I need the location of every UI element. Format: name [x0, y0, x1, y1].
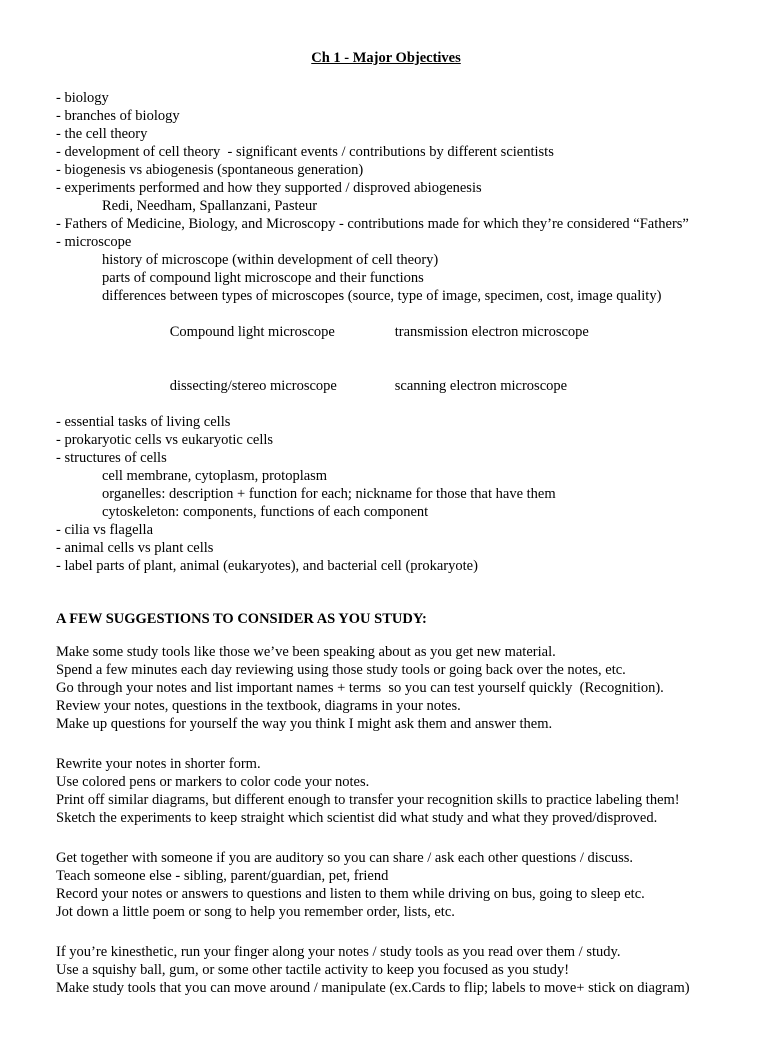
microscope-type-left: Compound light microscope [169, 324, 335, 340]
suggestion-line: Use a squishy ball, gum, or some other tactile activity to keep you focused as you study! [56, 962, 570, 978]
objective-line: - experiments performed and how they supported / disproved abiogenesis [56, 180, 482, 196]
paragraph [56, 643, 716, 733]
suggestion-line: Make up questions for yourself the way you think I might ask them and answer them. [56, 716, 553, 732]
suggestion-line: If you’re kinesthetic, run your finger along your notes / study tools as you read over them / study. [56, 944, 621, 960]
objective-line: - prokaryotic cells vs eukaryotic cells [56, 432, 274, 448]
objective-line: - biology [56, 90, 109, 106]
suggestion-line: Make some study tools like those we’ve been speaking about as you get new material. [56, 644, 556, 660]
suggestion-line: Sketch the experiments to keep straight which scientist did what study and what they proved/disproved. [56, 810, 658, 826]
objective-line: - label parts of plant, animal (eukaryotes), and bacterial cell (prokaryote) [56, 558, 478, 574]
suggestion-line: Spend a few minutes each day reviewing using those study tools or going back over the notes, etc. [56, 662, 626, 678]
objective-line [56, 359, 716, 413]
microscope-type-left: dissecting/stereo microscope [169, 378, 337, 394]
objective-line: Redi, Needham, Spallanzani, Pasteur [102, 198, 318, 214]
objective-line: history of microscope (within development of cell theory) [102, 252, 439, 268]
objective-line: differences between types of microscopes (source, type of image, specimen, cost, image quality) [102, 288, 662, 304]
objective-line: - Fathers of Medicine, Biology, and Microscopy - contributions made for which they’re considered “Fathers” [56, 216, 689, 232]
objective-line: - the cell theory [56, 126, 148, 142]
suggestion-line: Get together with someone if you are auditory so you can share / ask each other questions / discuss. [56, 850, 634, 866]
objective-line: cell membrane, cytoplasm, protoplasm [102, 468, 328, 484]
paragraph [56, 849, 716, 921]
suggestions-heading: A FEW SUGGESTIONS TO CONSIDER AS YOU STUDY: [56, 611, 427, 627]
objective-line: - branches of biology [56, 108, 180, 124]
objective-line: - biogenesis vs abiogenesis (spontaneous generation) [56, 162, 364, 178]
suggestion-line: Make study tools that you can move around / manipulate (ex.Cards to flip; labels to move+ stick on diagram) [56, 980, 690, 996]
objective-line [56, 305, 716, 359]
objective-line: cytoskeleton: components, functions of each component [102, 504, 429, 520]
objective-line: - animal cells vs plant cells [56, 540, 214, 556]
paragraph [56, 943, 716, 997]
objective-line: - microscope [56, 234, 132, 250]
paragraph [56, 755, 716, 827]
suggestion-line: Go through your notes and list important names + terms so you can test yourself quickly (Recognition). [56, 680, 664, 696]
objective-line: parts of compound light microscope and their functions [102, 270, 424, 286]
microscope-type-right: transmission electron microscope [394, 324, 589, 340]
suggestion-line: Print off similar diagrams, but different enough to transfer your recognition skills to practice labeling them! [56, 792, 680, 808]
suggestion-line: Rewrite your notes in shorter form. [56, 756, 261, 772]
objective-line: - essential tasks of living cells [56, 414, 231, 430]
objective-line: - structures of cells [56, 450, 167, 466]
suggestion-line: Record your notes or answers to questions and listen to them while driving on bus, going to sleep etc. [56, 886, 645, 902]
objective-line: - cilia vs flagella [56, 522, 154, 538]
objective-line: - development of cell theory - significant events / contributions by different scientists [56, 144, 554, 160]
suggestion-line: Jot down a little poem or song to help you remember order, lists, etc. [56, 904, 455, 920]
suggestion-line: Teach someone else - sibling, parent/guardian, pet, friend [56, 868, 389, 884]
microscope-type-right: scanning electron microscope [394, 378, 568, 394]
suggestion-line: Use colored pens or markers to color code your notes. [56, 774, 370, 790]
objectives-list [56, 89, 716, 575]
suggestion-line: Review your notes, questions in the textbook, diagrams in your notes. [56, 698, 461, 714]
objective-line: organelles: description + function for each; nickname for those that have them [102, 486, 556, 502]
doc-title: Ch 1 - Major Objectives [311, 50, 461, 66]
